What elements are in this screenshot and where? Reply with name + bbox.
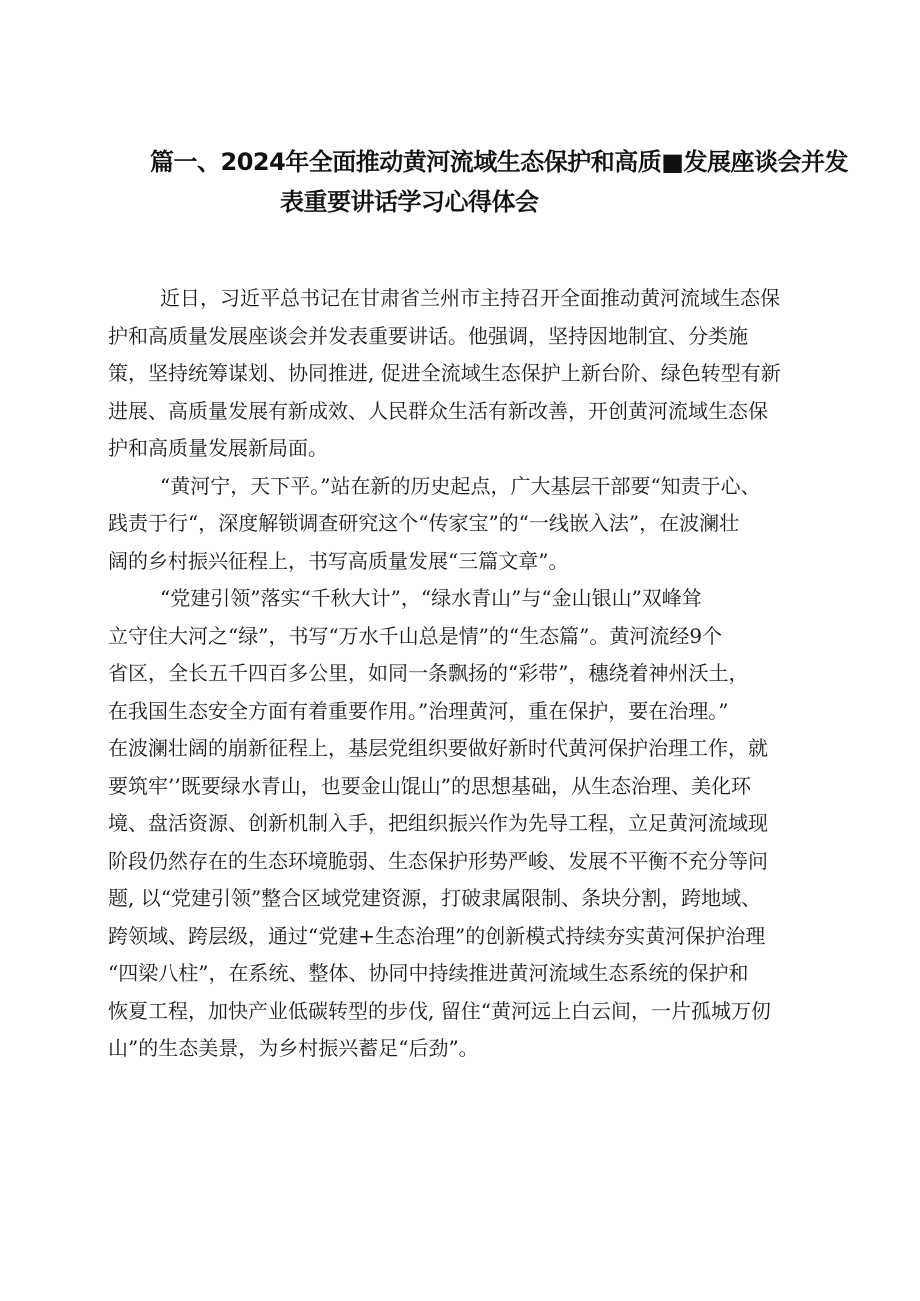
text-line: 进展、高质量发展有新成效、人民群众生活有新改善，开创黄河流域生态保: [108, 398, 768, 423]
title-line: 表重要讲话学习心得体会: [280, 188, 539, 216]
text-line: 境、盘活资源、创新机制入手，把组织振兴作为先导工程，立足黄河流域现: [108, 811, 768, 835]
text-line: 在波澜壮阔的崩新征程上，基层党组织要做好新时代黄河保护治理工作，就: [108, 736, 768, 760]
text-line: 阶段仍然存在的生态环境脆弱、生态保护形势严峻、发展不平衡不充分等问: [108, 848, 768, 873]
paragraph: [108, 280, 838, 468]
paragraph: [108, 468, 838, 581]
text-line: 践责于行“，深度解锁调查研究这个“传家宝”的“一线嵌入法”，在波澜壮: [108, 511, 740, 535]
text-line: 立守住大河之“绿”，书写“万水千山总是情”的“生态篇”。黄河流经9个: [108, 623, 723, 648]
text-line: 护和高质量发展新局面。: [108, 436, 328, 460]
paragraph: [108, 580, 838, 1068]
text-line: 在我国生态安全方面有着重要作用。”治理黄河，重在保护，要在治理。”: [108, 698, 729, 723]
text-line: 要筑牢’’既要绿水青山，也要金山馄山”的思想基础，从生态治理、美化环: [108, 773, 751, 798]
text-line: 省区，全长五千四百多公里，如同一条飘扬的“彩带”，穗绕着神州沃土，: [108, 661, 749, 685]
text-line: 策，坚持统筹谋划、协同推进, 促进全流域生态保护上新台阶、绿色转型有新: [108, 361, 781, 385]
text-line: 跨领域、跨层级，通过“党建+生态治理”的创新模式持续夯实黄河保护治理: [108, 923, 766, 948]
text-line: 题, 以“党建引领”整合区域党建资源，打破隶属限制、条块分割，跨地域、: [108, 886, 762, 910]
text-line: 近日，习近平总书记在甘肃省兰州市主持召开全面推动黄河流域生态保: [160, 286, 780, 310]
title-line: 篇一、2024年全面推动黄河流域生态保护和高质■发展座谈会并发: [150, 148, 848, 176]
text-line: 阔的乡村振兴征程上，书写高质量发展“三篇文章”。: [108, 548, 569, 573]
text-line: 恢夏工程，加快产业低碳转型的步伐, 留住“黄河远上白云间，一片孤城万仞: [108, 998, 771, 1023]
text-line: 护和高质量发展座谈会并发表重要讲话。他强调，坚持因地制宜、分类施: [108, 323, 748, 348]
document-body: [108, 280, 838, 1068]
text-line: “黄河宁，天下平。”站在新的历史起点，广大基层干部要“知责于心、: [160, 473, 761, 498]
document-title: [150, 142, 850, 222]
text-line: “四梁八柱”，在系统、整体、协同中持续推进黄河流域生态系统的保护和: [108, 961, 749, 985]
text-line: “党建引领”落实“千秋大计”，“绿水青山”与“金山银山”双峰耸: [160, 586, 702, 610]
text-line: 山”的生态美景，为乡村振兴蓄足“后劲”。: [108, 1036, 479, 1060]
